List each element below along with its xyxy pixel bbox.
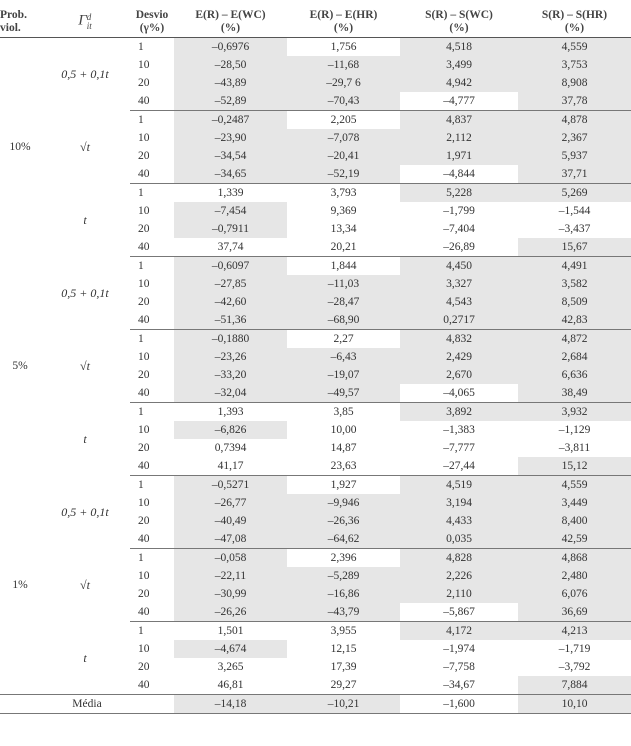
- s-wc-cell: –4,844: [400, 165, 518, 184]
- desvio-cell: 10: [138, 205, 150, 217]
- e-wc-cell: 46,81: [174, 676, 287, 695]
- s-wc-cell: 0,035: [400, 530, 518, 549]
- s-wc-cell: 4,518: [400, 38, 518, 57]
- header-row: [0, 6, 631, 38]
- s-hr-cell: 5,937: [518, 147, 631, 165]
- gamma-cell: √t: [80, 359, 90, 373]
- e-hr-cell: 14,87: [330, 442, 357, 454]
- s-wc-cell: 4,172: [400, 622, 518, 641]
- s-hr-cell: 37,71: [518, 165, 631, 184]
- e-wc-cell: –23,26: [174, 348, 287, 366]
- e-hr-cell: 23,63: [287, 457, 400, 476]
- e-hr-cell: 9,369: [330, 205, 357, 217]
- s-wc-cell: 5,228: [400, 184, 518, 203]
- prob-viol-cell: 10%: [9, 141, 31, 154]
- table-row: [0, 476, 631, 495]
- e-wc-cell: 0,7394: [214, 442, 247, 454]
- average-row: [0, 695, 631, 714]
- table-row: [0, 257, 631, 276]
- desvio-cell: 10: [138, 132, 150, 144]
- e-hr-cell: 17,39: [330, 661, 357, 673]
- s-hr-cell: 4,559: [518, 38, 631, 57]
- s-hr-cell: 3,449: [518, 494, 631, 512]
- s-hr-cell: 7,884: [518, 676, 631, 695]
- s-hr-cell: 2,480: [518, 567, 631, 585]
- e-wc-cell: –40,49: [174, 512, 287, 530]
- e-wc-cell: –0,6976: [174, 38, 287, 57]
- desvio-cell: 20: [138, 150, 150, 162]
- desvio-cell: 40: [130, 165, 174, 184]
- e-hr-cell: –6,43: [287, 348, 400, 366]
- e-hr-cell: 3,955: [330, 625, 357, 637]
- prob-viol-cell: 5%: [12, 360, 28, 372]
- e-wc-cell: –27,85: [174, 275, 287, 293]
- header-s-wc-label: S(R) – S(WC): [425, 8, 493, 21]
- s-hr-cell: 4,559: [518, 476, 631, 495]
- desvio-cell: 20: [138, 661, 150, 673]
- desvio-cell: 1: [138, 187, 144, 199]
- e-hr-cell: –26,36: [287, 512, 400, 530]
- desvio-cell: 10: [138, 570, 150, 582]
- desvio-cell: 1: [138, 333, 144, 345]
- s-hr-cell: 3,753: [518, 56, 631, 74]
- e-hr-cell: 2,205: [330, 114, 357, 126]
- s-hr-cell: 37,78: [518, 92, 631, 111]
- e-hr-cell: –52,19: [287, 165, 400, 184]
- desvio-cell: 10: [138, 497, 150, 509]
- e-wc-cell: –32,04: [174, 384, 287, 403]
- s-hr-cell: –1,544: [558, 205, 591, 217]
- header-e-hr-label: E(R) – E(HR): [309, 8, 378, 21]
- header-e-hr-unit: (%): [333, 21, 354, 34]
- s-hr-cell: –3,811: [558, 442, 591, 454]
- s-wc-cell: –1,383: [443, 424, 475, 436]
- table-body: [0, 38, 631, 695]
- e-wc-cell: 37,74: [174, 238, 287, 257]
- e-hr-cell: –9,946: [287, 494, 400, 512]
- e-wc-cell: –0,5271: [174, 476, 287, 495]
- s-wc-cell: –1,974: [443, 643, 475, 655]
- s-wc-cell: 4,519: [400, 476, 518, 495]
- s-wc-cell: 3,327: [400, 275, 518, 293]
- s-wc-cell: 4,942: [400, 74, 518, 92]
- table-row: [0, 184, 631, 203]
- s-wc-cell: 4,543: [400, 293, 518, 311]
- s-hr-cell: 6,636: [518, 366, 631, 384]
- s-hr-cell: 2,684: [518, 348, 631, 366]
- e-hr-cell: –68,90: [287, 311, 400, 330]
- s-hr-cell: 15,12: [518, 457, 631, 476]
- header-s-wc-unit: (%): [449, 21, 469, 34]
- desvio-cell: 40: [130, 676, 174, 695]
- s-hr-cell: –3,437: [558, 223, 591, 235]
- desvio-cell: 10: [138, 59, 150, 71]
- e-wc-cell: –51,36: [174, 311, 287, 330]
- s-hr-cell: 4,213: [518, 622, 631, 641]
- e-hr-cell: –20,41: [287, 147, 400, 165]
- s-hr-cell: 6,076: [518, 585, 631, 603]
- e-wc-cell: –0,1880: [174, 330, 287, 349]
- header-s-hr-label: S(R) – S(HR): [541, 8, 608, 21]
- desvio-cell: 10: [138, 424, 150, 436]
- desvio-cell: 1: [138, 260, 144, 272]
- e-hr-cell: 29,27: [287, 676, 400, 695]
- s-wc-cell: –34,67: [400, 676, 518, 695]
- s-wc-cell: –7,777: [443, 442, 475, 454]
- s-wc-cell: 4,433: [400, 512, 518, 530]
- e-wc-cell: –0,6097: [174, 257, 287, 276]
- header-desvio-label: Desvio: [135, 8, 169, 21]
- e-wc-cell: –4,674: [174, 640, 287, 658]
- e-wc-cell: –23,90: [174, 129, 287, 147]
- header-gamma-symbol: Γ: [78, 12, 87, 29]
- s-hr-cell: 36,69: [518, 603, 631, 622]
- s-hr-cell: 8,400: [518, 512, 631, 530]
- s-wc-cell: –4,777: [400, 92, 518, 111]
- e-wc-cell: –34,65: [174, 165, 287, 184]
- s-hr-cell: 4,878: [518, 111, 631, 130]
- desvio-cell: 40: [130, 384, 174, 403]
- average-s-wc: –1,600: [400, 695, 518, 714]
- gamma-cell: t: [83, 650, 87, 665]
- gamma-cell: t: [83, 432, 87, 446]
- e-wc-cell: –26,26: [174, 603, 287, 622]
- gamma-cell: 0,5 + 0,1t: [61, 286, 109, 300]
- e-wc-cell: –0,7911: [174, 220, 287, 238]
- s-wc-cell: 4,450: [400, 257, 518, 276]
- e-wc-cell: 3,265: [217, 661, 244, 673]
- header-desvio: [130, 6, 174, 38]
- e-wc-cell: –47,08: [174, 530, 287, 549]
- desvio-cell: 20: [138, 588, 150, 600]
- header-prob: Prob. viol.: [0, 8, 27, 34]
- desvio-cell: 20: [138, 442, 150, 454]
- s-wc-cell: 2,429: [400, 348, 518, 366]
- desvio-cell: 1: [138, 552, 144, 564]
- header-e-wc: [174, 6, 287, 38]
- table-row: [0, 330, 631, 349]
- table-row: [0, 622, 631, 641]
- desvio-cell: 10: [138, 643, 150, 655]
- e-hr-cell: 1,756: [330, 41, 357, 53]
- e-hr-cell: –28,47: [287, 293, 400, 311]
- header-gamma: [40, 6, 130, 38]
- e-hr-cell: –43,79: [287, 603, 400, 622]
- header-desvio-unit: (γ%): [139, 21, 165, 34]
- e-wc-cell: –7,454: [174, 202, 287, 220]
- desvio-cell: 40: [130, 457, 174, 476]
- e-hr-cell: –29,7 6: [287, 74, 400, 92]
- s-hr-cell: 5,269: [518, 184, 631, 203]
- e-hr-cell: 1,927: [330, 479, 357, 491]
- gamma-cell: 0,5 + 0,1t: [61, 505, 109, 519]
- e-wc-cell: –26,77: [174, 494, 287, 512]
- desvio-cell: 10: [138, 278, 150, 290]
- header-gamma-sup: d: [86, 11, 92, 22]
- e-wc-cell: –42,60: [174, 293, 287, 311]
- e-wc-cell: –28,50: [174, 56, 287, 74]
- desvio-cell: 20: [138, 223, 150, 235]
- e-hr-cell: –5,289: [287, 567, 400, 585]
- header-s-hr: [518, 6, 631, 38]
- e-wc-cell: 1,339: [217, 187, 244, 199]
- prob-viol-cell: 1%: [12, 578, 28, 591]
- e-wc-cell: 1,501: [217, 625, 244, 637]
- e-hr-cell: –19,07: [287, 366, 400, 384]
- s-wc-cell: 4,832: [400, 330, 518, 349]
- s-wc-cell: 1,971: [400, 147, 518, 165]
- s-wc-cell: 2,226: [400, 567, 518, 585]
- e-hr-cell: –7,078: [287, 129, 400, 147]
- s-wc-cell: 4,828: [400, 549, 518, 568]
- desvio-cell: 40: [130, 238, 174, 257]
- s-wc-cell: –7,758: [443, 661, 475, 673]
- s-hr-cell: 42,83: [518, 311, 631, 330]
- s-wc-cell: 3,892: [400, 403, 518, 422]
- s-wc-cell: 4,837: [400, 111, 518, 130]
- s-hr-cell: –3,792: [558, 661, 591, 673]
- e-hr-cell: 3,793: [330, 187, 357, 199]
- s-wc-cell: –1,799: [443, 205, 475, 217]
- e-wc-cell: –22,11: [174, 567, 287, 585]
- header-s-hr-unit: (%): [564, 21, 585, 34]
- s-hr-cell: 4,868: [518, 549, 631, 568]
- desvio-cell: 40: [130, 311, 174, 330]
- table-row: [0, 111, 631, 130]
- s-wc-cell: 2,670: [400, 366, 518, 384]
- desvio-cell: 40: [130, 92, 174, 111]
- table-row: [0, 549, 631, 568]
- results-table: [0, 6, 631, 714]
- e-hr-cell: –64,62: [287, 530, 400, 549]
- s-hr-cell: 8,509: [518, 293, 631, 311]
- s-hr-cell: 42,59: [518, 530, 631, 549]
- e-hr-cell: 2,27: [333, 333, 354, 345]
- header-e-hr: [287, 6, 400, 38]
- header-s-wc: [400, 6, 518, 38]
- s-hr-cell: –1,719: [558, 643, 591, 655]
- gamma-cell: √t: [80, 140, 90, 154]
- average-label: Média: [0, 695, 174, 714]
- e-hr-cell: 13,34: [330, 223, 357, 235]
- s-hr-cell: 8,908: [518, 74, 631, 92]
- e-hr-cell: –11,03: [287, 275, 400, 293]
- gamma-cell: t: [83, 213, 87, 227]
- e-hr-cell: 2,396: [330, 552, 357, 564]
- s-wc-cell: 2,110: [400, 585, 518, 603]
- s-wc-cell: –7,404: [443, 223, 475, 235]
- e-wc-cell: –0,058: [174, 549, 287, 568]
- desvio-cell: 20: [138, 369, 150, 381]
- s-hr-cell: 3,932: [518, 403, 631, 422]
- e-hr-cell: –11,68: [287, 56, 400, 74]
- average-s-hr: 10,10: [518, 695, 631, 714]
- s-hr-cell: –1,129: [558, 424, 591, 436]
- desvio-cell: 20: [138, 296, 150, 308]
- e-hr-cell: 10,00: [330, 424, 357, 436]
- e-wc-cell: –33,20: [174, 366, 287, 384]
- s-wc-cell: 0,2717: [400, 311, 518, 330]
- e-hr-cell: 12,15: [330, 643, 357, 655]
- s-wc-cell: 3,499: [400, 56, 518, 74]
- table-row: [0, 403, 631, 422]
- s-wc-cell: –4,065: [400, 384, 518, 403]
- gamma-cell: 0,5 + 0,1t: [61, 67, 109, 82]
- s-hr-cell: 2,367: [518, 129, 631, 147]
- s-hr-cell: 4,872: [518, 330, 631, 349]
- e-wc-cell: –30,99: [174, 585, 287, 603]
- e-wc-cell: –6,826: [174, 421, 287, 439]
- e-wc-cell: –52,89: [174, 92, 287, 111]
- e-hr-cell: 20,21: [287, 238, 400, 257]
- s-wc-cell: –5,867: [400, 603, 518, 622]
- desvio-cell: 10: [138, 351, 150, 363]
- s-hr-cell: 4,491: [518, 257, 631, 276]
- e-wc-cell: –0,2487: [174, 111, 287, 130]
- s-wc-cell: 2,112: [400, 129, 518, 147]
- s-wc-cell: 3,194: [400, 494, 518, 512]
- e-hr-cell: –16,86: [287, 585, 400, 603]
- s-hr-cell: 3,582: [518, 275, 631, 293]
- average-e-wc: –14,18: [174, 695, 287, 714]
- s-wc-cell: –27,44: [400, 457, 518, 476]
- header-gamma-sub: it: [86, 20, 92, 31]
- desvio-cell: 40: [130, 530, 174, 549]
- desvio-cell: 1: [138, 479, 144, 491]
- gamma-cell: √t: [80, 578, 90, 592]
- header-e-wc-unit: (%): [220, 21, 241, 34]
- desvio-cell: 40: [130, 603, 174, 622]
- average-e-hr: –10,21: [287, 695, 400, 714]
- header-e-wc-label: E(R) – E(WC): [195, 8, 266, 21]
- e-wc-cell: 1,393: [217, 406, 244, 418]
- s-hr-cell: 38,49: [518, 384, 631, 403]
- table-row: [0, 38, 631, 57]
- desvio-cell: 20: [138, 77, 150, 89]
- s-wc-cell: –26,89: [400, 238, 518, 257]
- desvio-cell: 1: [138, 406, 144, 418]
- e-hr-cell: 1,844: [330, 260, 357, 272]
- e-hr-cell: 3,85: [333, 406, 354, 418]
- desvio-cell: 1: [138, 625, 144, 637]
- e-wc-cell: 41,17: [174, 457, 287, 476]
- desvio-cell: 20: [138, 515, 150, 527]
- desvio-cell: 1: [138, 41, 144, 53]
- e-wc-cell: –34,54: [174, 147, 287, 165]
- s-hr-cell: 15,67: [518, 238, 631, 257]
- e-hr-cell: –49,57: [287, 384, 400, 403]
- e-wc-cell: –43,89: [174, 74, 287, 92]
- desvio-cell: 1: [138, 114, 144, 126]
- e-hr-cell: –70,43: [287, 92, 400, 111]
